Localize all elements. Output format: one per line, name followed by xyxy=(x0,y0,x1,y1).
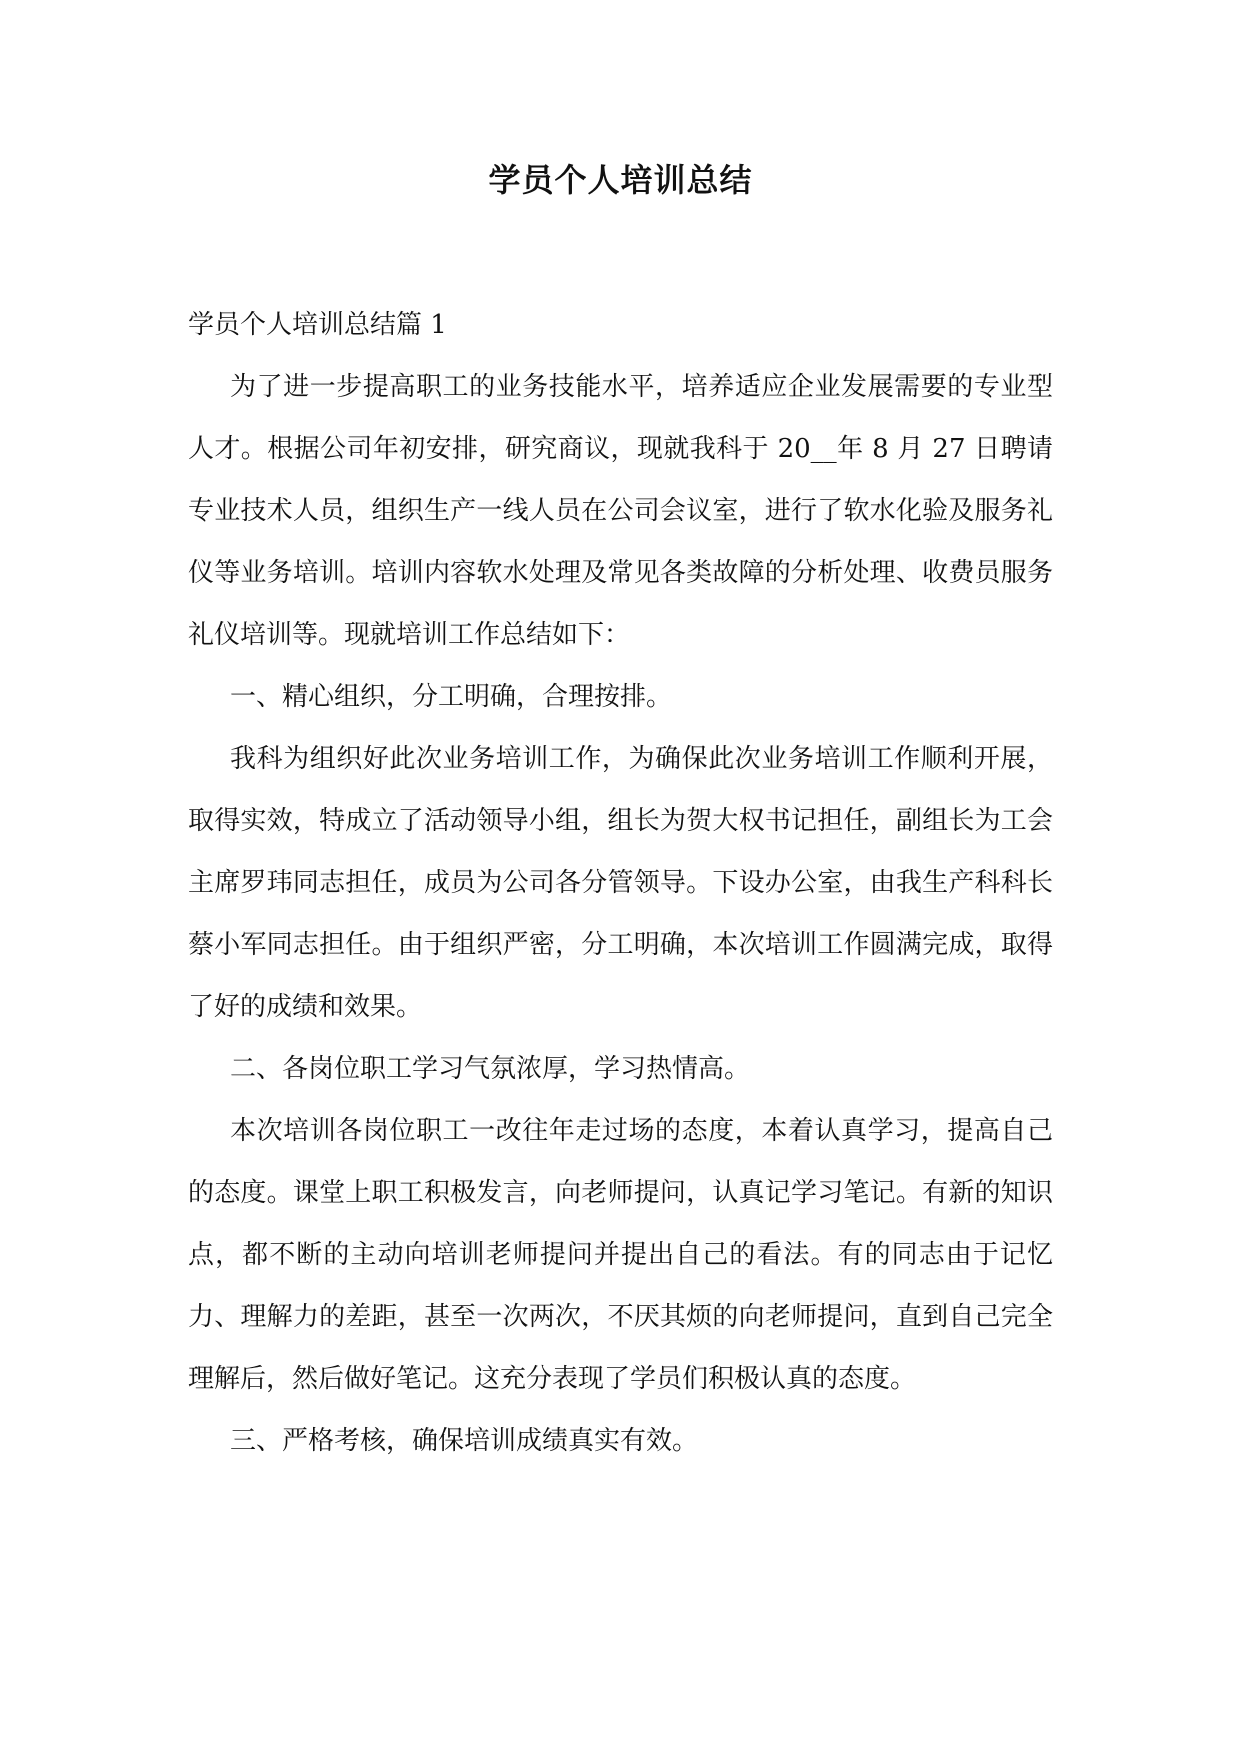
document-body xyxy=(188,294,1053,1472)
section-heading-2: 二、各岗位职工学习气氛浓厚，学习热情高。 xyxy=(230,1054,751,1084)
document-title: 学员个人培训总结 xyxy=(488,161,753,199)
paragraph-organization: 我科为组织好此次业务培训工作，为确保此次业务培训工作顺利开展，取得实效，特成立了活动领导小组，组长为贺大权书记担任，副组长为工会主席罗玮同志担任，成员为公司各分管领导。下设办公室，由我生产科科长蔡小军同志担任。由于组织严密，分工明确，本次培训工作圆满完成，取得了好的成绩和效果。 xyxy=(188,744,1053,1022)
section-heading-1: 一、精心组织，分工明确，合理按排。 xyxy=(230,682,673,712)
section-heading: 学员个人培训总结篇 1 xyxy=(188,310,447,340)
paragraph-learning-atmosphere: 本次培训各岗位职工一改往年走过场的态度，本着认真学习，提高自己的态度。课堂上职工积极发言，向老师提问，认真记学习笔记。有新的知识点，都不断的主动向培训老师提问并提出自己的看法。有的同志由于记忆力、理解力的差距，甚至一次两次，不厌其烦的向老师提问，直到自己完全理解后，然后做好笔记。这充分表现了学员们积极认真的态度。 xyxy=(188,1116,1053,1394)
intro-paragraph: 为了进一步提高职工的业务技能水平，培养适应企业发展需要的专业型人才。根据公司年初安排，研究商议，现就我科于 20__年 8 月 27 日聘请专业技术人员，组织生产一线人员在公司会议室，进行了软水化验及服务礼仪等业务培训。培训内容软水处理及常见各类故障的分析处理、收费员服务礼仪培训等。现就培训工作总结如下： xyxy=(188,372,1053,650)
section-heading-3: 三、严格考核，确保培训成绩真实有效。 xyxy=(230,1426,699,1456)
